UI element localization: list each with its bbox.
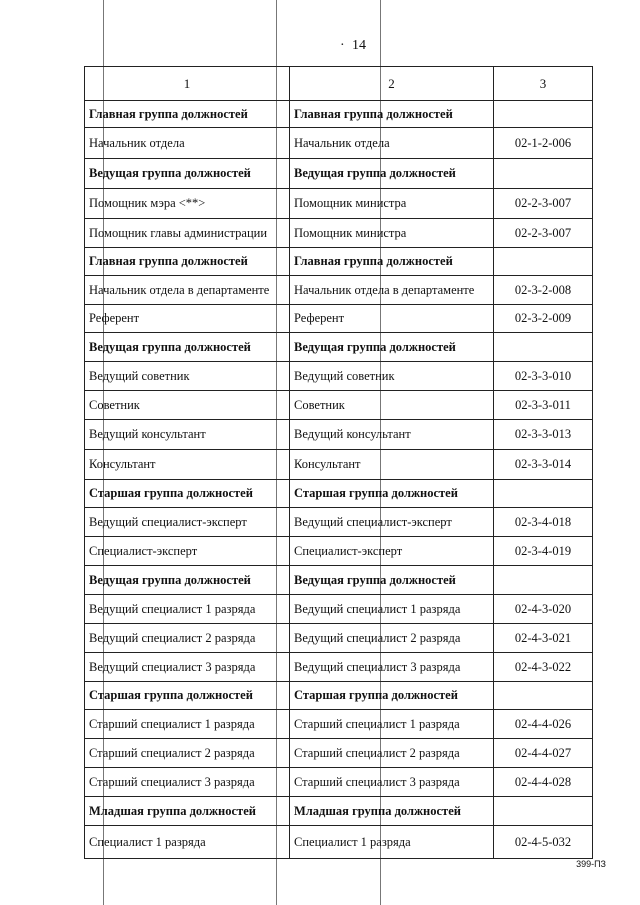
municipal-position-cell: Ведущий специалист-эксперт bbox=[85, 508, 290, 537]
state-position-cell: Старший специалист 2 разряда bbox=[290, 739, 494, 768]
header-cell-1: 1 bbox=[85, 67, 290, 101]
table-row bbox=[85, 128, 593, 159]
state-position-cell: Референт bbox=[290, 305, 494, 333]
municipal-position-cell: Ведущая группа должностей bbox=[85, 566, 290, 595]
code-cell: 02-4-4-027 bbox=[494, 739, 593, 768]
code-cell: 02-2-3-007 bbox=[494, 189, 593, 219]
municipal-position-cell: Консультант bbox=[85, 450, 290, 480]
municipal-position-cell: Старший специалист 3 разряда bbox=[85, 768, 290, 797]
code-cell bbox=[494, 480, 593, 508]
municipal-position-cell: Ведущий специалист 3 разряда bbox=[85, 653, 290, 682]
municipal-position-cell: Старшая группа должностей bbox=[85, 480, 290, 508]
table-row bbox=[85, 768, 593, 797]
code-cell bbox=[494, 248, 593, 276]
group-row bbox=[85, 101, 593, 128]
municipal-position-cell: Ведущий специалист 1 разряда bbox=[85, 595, 290, 624]
state-position-cell: Старшая группа должностей bbox=[290, 480, 494, 508]
municipal-position-cell: Ведущая группа должностей bbox=[85, 333, 290, 362]
table-row bbox=[85, 595, 593, 624]
code-cell: 02-3-3-014 bbox=[494, 450, 593, 480]
municipal-position-cell: Ведущая группа должностей bbox=[85, 159, 290, 189]
state-position-cell: Ведущий специалист 1 разряда bbox=[290, 595, 494, 624]
state-position-cell: Ведущая группа должностей bbox=[290, 159, 494, 189]
state-position-cell: Ведущий консультант bbox=[290, 420, 494, 450]
page-number: 14 bbox=[352, 38, 366, 53]
municipal-position-cell: Старшая группа должностей bbox=[85, 682, 290, 710]
code-cell: 02-4-3-021 bbox=[494, 624, 593, 653]
municipal-position-cell: Начальник отдела в департаменте bbox=[85, 276, 290, 305]
code-cell: 02-3-4-018 bbox=[494, 508, 593, 537]
table-row bbox=[85, 450, 593, 480]
table-row bbox=[85, 710, 593, 739]
document-code: 399-ПЗ bbox=[576, 859, 606, 869]
code-cell: 02-4-5-032 bbox=[494, 826, 593, 859]
page-number-dash: · bbox=[340, 38, 345, 53]
state-position-cell: Помощник министра bbox=[290, 219, 494, 248]
table-row bbox=[85, 739, 593, 768]
code-cell: 02-3-3-011 bbox=[494, 391, 593, 420]
state-position-cell: Ведущий специалист 3 разряда bbox=[290, 653, 494, 682]
code-cell: 02-3-2-008 bbox=[494, 276, 593, 305]
municipal-position-cell: Старший специалист 1 разряда bbox=[85, 710, 290, 739]
code-cell: 02-4-3-020 bbox=[494, 595, 593, 624]
state-position-cell: Старшая группа должностей bbox=[290, 682, 494, 710]
code-cell: 02-3-3-013 bbox=[494, 420, 593, 450]
municipal-position-cell: Главная группа должностей bbox=[85, 248, 290, 276]
code-cell bbox=[494, 101, 593, 128]
municipal-position-cell: Ведущий консультант bbox=[85, 420, 290, 450]
code-cell: 02-3-4-019 bbox=[494, 537, 593, 566]
state-position-cell: Консультант bbox=[290, 450, 494, 480]
group-row bbox=[85, 682, 593, 710]
state-position-cell: Ведущая группа должностей bbox=[290, 566, 494, 595]
state-position-cell: Специалист 1 разряда bbox=[290, 826, 494, 859]
code-cell bbox=[494, 682, 593, 710]
state-position-cell: Советник bbox=[290, 391, 494, 420]
municipal-position-cell: Ведущий специалист 2 разряда bbox=[85, 624, 290, 653]
table-row bbox=[85, 653, 593, 682]
group-row bbox=[85, 797, 593, 826]
table-row bbox=[85, 189, 593, 219]
state-position-cell: Начальник отдела в департаменте bbox=[290, 276, 494, 305]
code-cell: 02-3-3-010 bbox=[494, 362, 593, 391]
table-row bbox=[85, 537, 593, 566]
group-row bbox=[85, 333, 593, 362]
municipal-position-cell: Помощник главы администрации bbox=[85, 219, 290, 248]
code-cell bbox=[494, 797, 593, 826]
table-row bbox=[85, 305, 593, 333]
code-cell bbox=[494, 333, 593, 362]
state-position-cell: Главная группа должностей bbox=[290, 101, 494, 128]
table-header-row bbox=[85, 67, 593, 101]
header-cell-2: 2 bbox=[290, 67, 494, 101]
table-row bbox=[85, 508, 593, 537]
state-position-cell: Ведущий специалист-эксперт bbox=[290, 508, 494, 537]
state-position-cell: Старший специалист 3 разряда bbox=[290, 768, 494, 797]
table-row bbox=[85, 826, 593, 859]
municipal-position-cell: Ведущий советник bbox=[85, 362, 290, 391]
table-body bbox=[85, 67, 593, 859]
municipal-position-cell: Главная группа должностей bbox=[85, 101, 290, 128]
code-cell: 02-2-3-007 bbox=[494, 219, 593, 248]
header-cell-3: 3 bbox=[494, 67, 593, 101]
state-position-cell: Старший специалист 1 разряда bbox=[290, 710, 494, 739]
group-row bbox=[85, 159, 593, 189]
code-cell: 02-3-2-009 bbox=[494, 305, 593, 333]
municipal-position-cell: Начальник отдела bbox=[85, 128, 290, 159]
state-position-cell: Ведущий советник bbox=[290, 362, 494, 391]
code-cell bbox=[494, 566, 593, 595]
state-position-cell: Младшая группа должностей bbox=[290, 797, 494, 826]
table-row bbox=[85, 276, 593, 305]
code-cell: 02-4-4-028 bbox=[494, 768, 593, 797]
code-cell: 02-1-2-006 bbox=[494, 128, 593, 159]
municipal-position-cell: Советник bbox=[85, 391, 290, 420]
table-row bbox=[85, 362, 593, 391]
table-row bbox=[85, 624, 593, 653]
group-row bbox=[85, 248, 593, 276]
table-row bbox=[85, 420, 593, 450]
municipal-position-cell: Специалист 1 разряда bbox=[85, 826, 290, 859]
state-position-cell: Ведущий специалист 2 разряда bbox=[290, 624, 494, 653]
municipal-position-cell: Специалист-эксперт bbox=[85, 537, 290, 566]
group-row bbox=[85, 566, 593, 595]
state-position-cell: Ведущая группа должностей bbox=[290, 333, 494, 362]
municipal-position-cell: Младшая группа должностей bbox=[85, 797, 290, 826]
table-row bbox=[85, 391, 593, 420]
state-position-cell: Специалист-эксперт bbox=[290, 537, 494, 566]
state-position-cell: Главная группа должностей bbox=[290, 248, 494, 276]
municipal-position-cell: Помощник мэра <**> bbox=[85, 189, 290, 219]
municipal-position-cell: Старший специалист 2 разряда bbox=[85, 739, 290, 768]
group-row bbox=[85, 480, 593, 508]
code-cell: 02-4-3-022 bbox=[494, 653, 593, 682]
code-cell bbox=[494, 159, 593, 189]
municipal-position-cell: Референт bbox=[85, 305, 290, 333]
state-position-cell: Начальник отдела bbox=[290, 128, 494, 159]
state-position-cell: Помощник министра bbox=[290, 189, 494, 219]
code-cell: 02-4-4-026 bbox=[494, 710, 593, 739]
table-row bbox=[85, 219, 593, 248]
positions-table bbox=[84, 66, 593, 859]
